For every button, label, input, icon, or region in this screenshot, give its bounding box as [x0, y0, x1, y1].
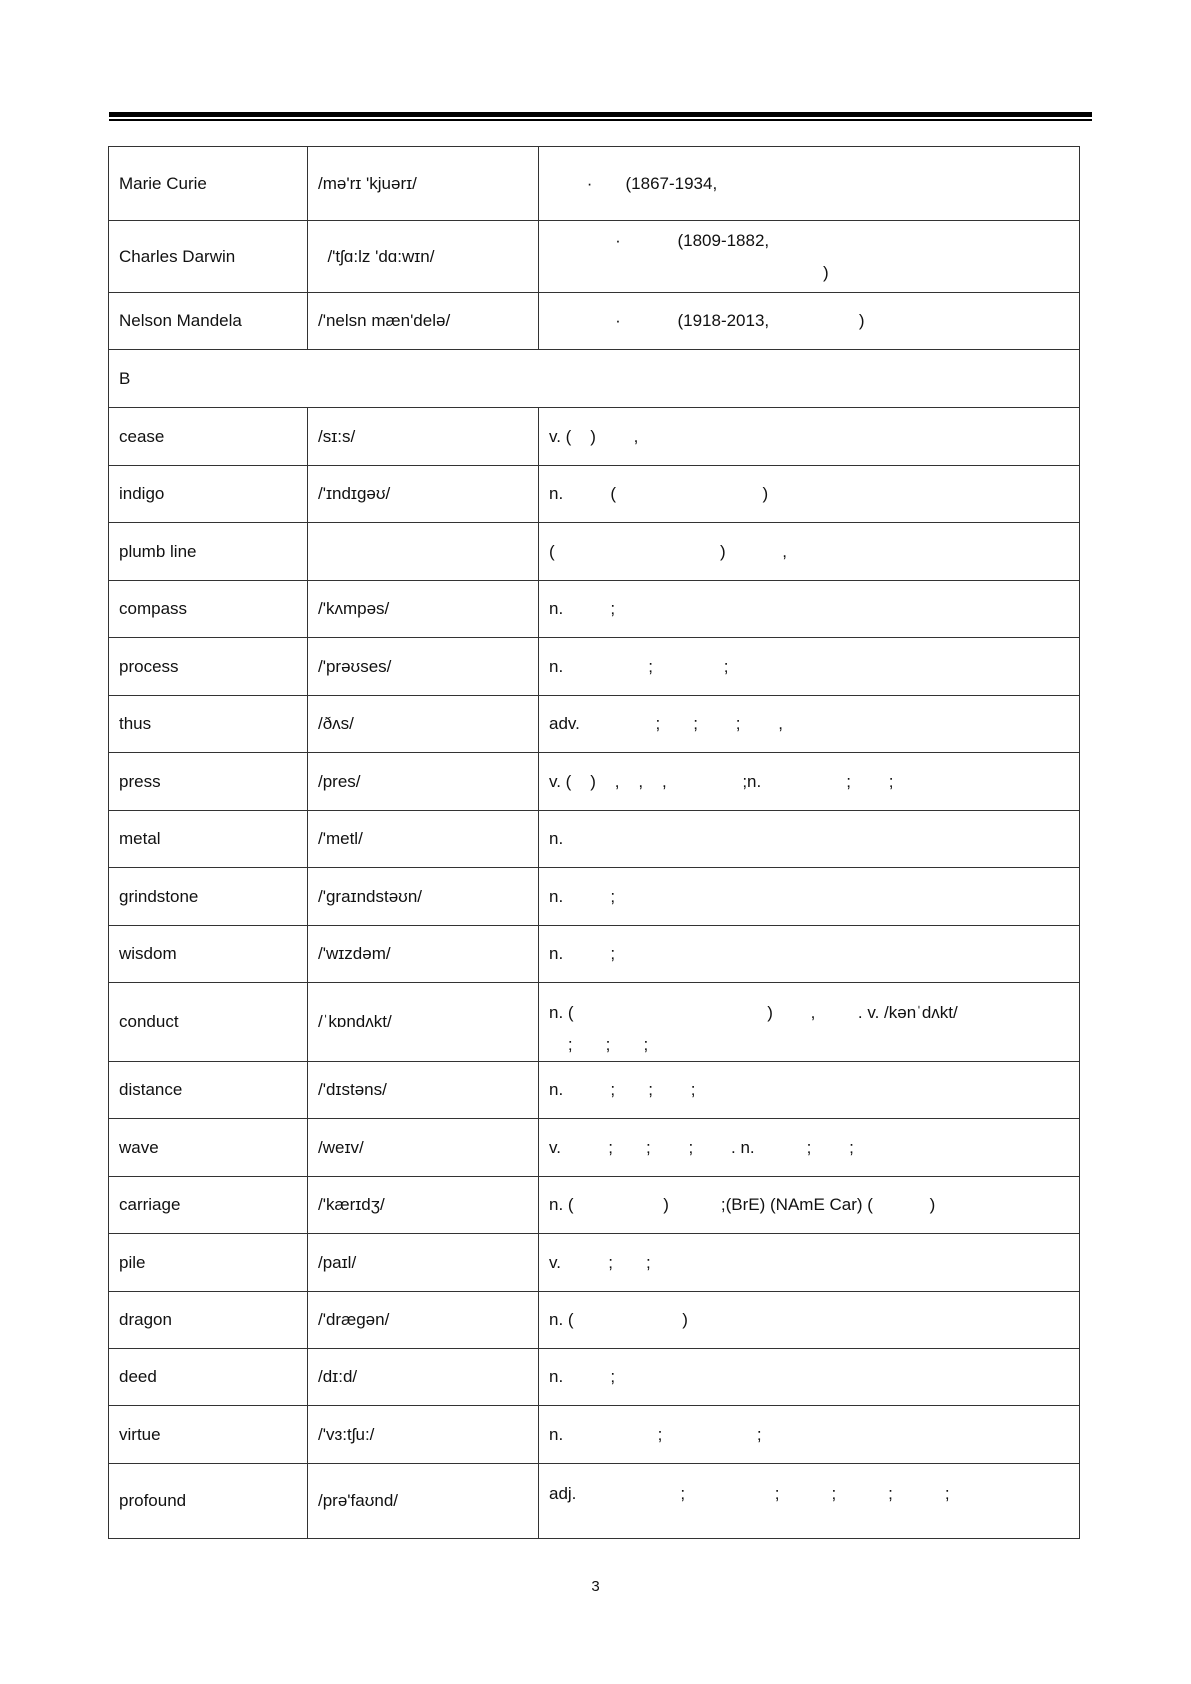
phonetic-cell: /'metl/ [308, 811, 539, 868]
header-rule-thin [109, 119, 1092, 121]
meaning-cell: n. ; [539, 926, 1080, 983]
phonetic-cell: /'kʌmpəs/ [308, 581, 539, 638]
meaning-cell: n. ; ; [539, 1406, 1080, 1464]
phonetic-cell: /pres/ [308, 753, 539, 811]
word-cell: carriage [109, 1177, 308, 1234]
page-number: 3 [591, 1578, 600, 1595]
word-cell: plumb line [109, 523, 308, 581]
table-row [109, 811, 1080, 868]
phonetic-cell: /sɪ:s/ [308, 408, 539, 466]
meaning-cell: · (1809-1882, ) [539, 221, 1080, 293]
table-row [109, 926, 1080, 983]
meaning-cell: · (1867-1934, [539, 147, 1080, 221]
word-cell: wisdom [109, 926, 308, 983]
meaning-cell: n. ( ) [539, 1292, 1080, 1349]
phonetic-cell: /'kærɪdʒ/ [308, 1177, 539, 1234]
table-row [109, 696, 1080, 753]
table-row [109, 293, 1080, 350]
table-row [109, 408, 1080, 466]
table-row [109, 147, 1080, 221]
phonetic-cell: /'dɪstəns/ [308, 1062, 539, 1119]
word-cell: compass [109, 581, 308, 638]
table-row [109, 1464, 1080, 1539]
word-cell: deed [109, 1349, 308, 1406]
table-row [109, 523, 1080, 581]
table-row [109, 753, 1080, 811]
phonetic-cell: /'prəʊses/ [308, 638, 539, 696]
word-cell: dragon [109, 1292, 308, 1349]
meaning-cell: n. ; [539, 1349, 1080, 1406]
word-cell: Marie Curie [109, 147, 308, 221]
meaning-cell: n. ; ; ; [539, 1062, 1080, 1119]
meaning-cell: v. ; ; ; . n. ; ; [539, 1119, 1080, 1177]
word-cell: Charles Darwin [109, 221, 308, 293]
meaning-cell: ( ) , [539, 523, 1080, 581]
word-cell: wave [109, 1119, 308, 1177]
meaning-cell: n. ( ) , . v. /kənˈdʌkt/ ; ; ; [539, 983, 1080, 1062]
meaning-cell: n. [539, 811, 1080, 868]
phonetic-cell: /'drægən/ [308, 1292, 539, 1349]
meaning-cell: · (1918-2013, ) [539, 293, 1080, 350]
word-cell: profound [109, 1464, 308, 1539]
vocabulary-table [108, 146, 1080, 1539]
table-row [109, 638, 1080, 696]
table-row [109, 1119, 1080, 1177]
phonetic-cell: /'wɪzdəm/ [308, 926, 539, 983]
table-row [109, 1349, 1080, 1406]
phonetic-cell: /prə'faʊnd/ [308, 1464, 539, 1539]
word-cell: metal [109, 811, 308, 868]
table-row [109, 1177, 1080, 1234]
word-cell: press [109, 753, 308, 811]
word-cell: process [109, 638, 308, 696]
word-cell: indigo [109, 466, 308, 523]
table-row [109, 1292, 1080, 1349]
header-rule-thick [109, 112, 1092, 117]
phonetic-cell: /'vɜ:tʃu:/ [308, 1406, 539, 1464]
phonetic-cell: /ˈkɒndʌkt/ [308, 983, 539, 1062]
phonetic-cell: /paɪl/ [308, 1234, 539, 1292]
meaning-cell: v. ( ) , , , ;n. ; ; [539, 753, 1080, 811]
table-row [109, 466, 1080, 523]
meaning-cell: adj. ; ; ; ; ; [539, 1464, 1080, 1539]
phonetic-cell: /'tʃɑ:lz 'dɑ:wɪn/ [308, 221, 539, 293]
word-cell: Nelson Mandela [109, 293, 308, 350]
table-row [109, 581, 1080, 638]
meaning-cell: n. ( ) ;(BrE) (NAmE Car) ( ) [539, 1177, 1080, 1234]
table-row [109, 1406, 1080, 1464]
phonetic-cell: /'graɪndstəʊn/ [308, 868, 539, 926]
section-label: B [109, 350, 1080, 408]
phonetic-cell: /weɪv/ [308, 1119, 539, 1177]
table-row [109, 1062, 1080, 1119]
word-cell: distance [109, 1062, 308, 1119]
section-row [109, 350, 1080, 408]
meaning-cell: v. ; ; [539, 1234, 1080, 1292]
phonetic-cell: /'nelsn mæn'delə/ [308, 293, 539, 350]
meaning-cell: n. ; ; [539, 638, 1080, 696]
table-row [109, 221, 1080, 293]
phonetic-cell: /ðʌs/ [308, 696, 539, 753]
phonetic-cell [308, 523, 539, 581]
table-row [109, 1234, 1080, 1292]
meaning-cell: n. ; [539, 868, 1080, 926]
meaning-cell: n. ; [539, 581, 1080, 638]
meaning-cell: v. ( ) , [539, 408, 1080, 466]
word-cell: conduct [109, 983, 308, 1062]
table-row [109, 983, 1080, 1062]
meaning-cell: adv. ; ; ; , [539, 696, 1080, 753]
phonetic-cell: /'ɪndɪgəʊ/ [308, 466, 539, 523]
phonetic-cell: /dɪ:d/ [308, 1349, 539, 1406]
meaning-cell: n. ( ) [539, 466, 1080, 523]
table-row [109, 868, 1080, 926]
word-cell: pile [109, 1234, 308, 1292]
word-cell: thus [109, 696, 308, 753]
phonetic-cell: /mə'rɪ 'kjuərɪ/ [308, 147, 539, 221]
word-cell: grindstone [109, 868, 308, 926]
word-cell: virtue [109, 1406, 308, 1464]
word-cell: cease [109, 408, 308, 466]
